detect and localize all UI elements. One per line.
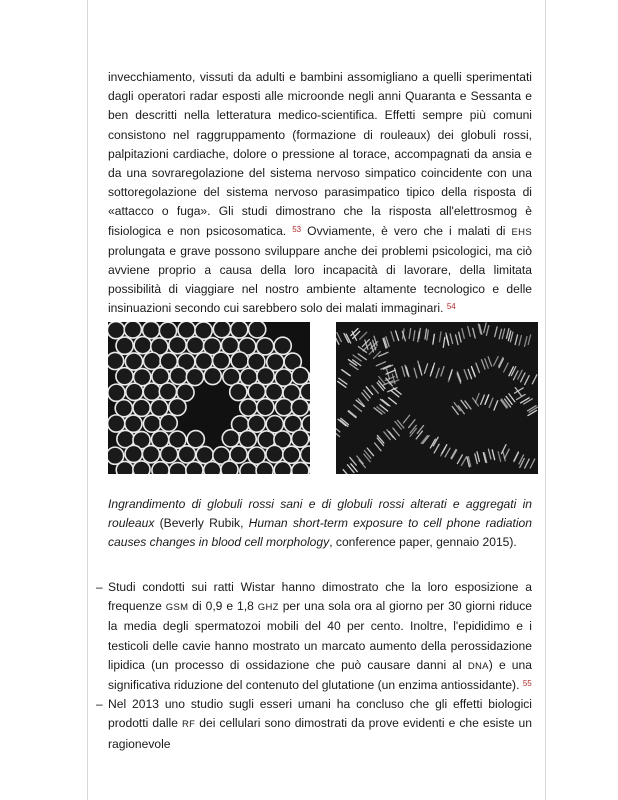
cell-ring [108, 352, 124, 369]
cell-ring [230, 383, 247, 400]
cell-ring [151, 399, 168, 416]
abbreviation-rf: RF [181, 719, 196, 731]
abbreviation-ghz: GHZ [257, 602, 279, 614]
abbreviation-gsm: GSM [165, 602, 189, 614]
cell-ring [124, 322, 141, 338]
cell-ring [239, 431, 256, 448]
cell-ring [222, 430, 239, 447]
healthy-red-blood-cells-image [108, 322, 310, 474]
cell-ring [144, 352, 161, 369]
cell-ring [300, 383, 310, 400]
cell-ring [134, 337, 151, 354]
cell-ring [266, 383, 283, 400]
list-text: Studi condotti sui ratti Wistar hanno dimostrato che la loro esposizione a frequenze [108, 580, 532, 614]
cell-ring [222, 337, 239, 354]
cell-ring [187, 337, 204, 354]
cell-ring [108, 322, 125, 339]
cell-ring [204, 462, 221, 474]
caption-source-prefix: (Beverly Rubik, [154, 516, 249, 531]
paragraph-text: prolungata e grave possono sviluppare anche dei problemi psicologici, ma ciò avviene proprio a causa della loro incapacità di lavorare, della limitata possibilità di viaggiare nel nostro ambiente altamente tecnologico e delle insinuazioni secondo cui sarebbero solo dei malati immaginari. [108, 243, 532, 316]
cell-ring [187, 431, 204, 448]
list-item [96, 578, 532, 695]
footnote-ref-53[interactable]: 53 [292, 224, 302, 234]
cell-ring [169, 336, 186, 353]
cell-ring [292, 367, 309, 384]
cell-ring [204, 367, 221, 384]
cell-ring [292, 462, 309, 474]
cell-ring [249, 322, 266, 338]
cell-ring [178, 322, 195, 338]
cell-ring [248, 383, 265, 400]
cell-ring [274, 461, 291, 474]
cell-ring [257, 399, 274, 416]
cell-ring [116, 337, 133, 354]
cell-ring [256, 338, 273, 355]
abbreviation-dna: DNA [467, 660, 489, 672]
paragraph-text: Ovviamente, è vero che i malati di [301, 223, 512, 238]
cell-ring [125, 445, 142, 462]
cell-ring [116, 461, 133, 474]
caption-italic-lead: Ingrandimento di globuli rossi sani e di globuli rossi alterati e aggregati in rouleaux [108, 497, 532, 531]
left-margin-line [87, 0, 88, 800]
list-text: ) e una significativa riduzione del contenuto del glutatione (un enzima antiossidante). [108, 657, 532, 693]
bullet-list [96, 578, 532, 754]
footnote-ref-54[interactable]: 54 [446, 302, 456, 312]
cell-ring [169, 398, 186, 415]
abbreviation-ehs: EHS [511, 226, 532, 238]
cell-ring [159, 383, 176, 400]
cell-ring [221, 461, 238, 474]
cell-ring [161, 446, 178, 463]
cell-ring [283, 446, 300, 463]
cell-ring [169, 463, 186, 474]
cell-ring [231, 352, 248, 369]
cell-ring [142, 446, 159, 463]
cell-ring [301, 446, 310, 463]
footnote-ref-55[interactable]: 55 [522, 679, 532, 689]
cell-ring [143, 415, 160, 432]
cell-ring [275, 399, 292, 416]
cell-ring [133, 461, 150, 474]
cell-ring [152, 462, 169, 474]
cell-ring [133, 399, 150, 416]
cell-ring [126, 383, 143, 400]
cell-ring [256, 462, 273, 474]
cell-ring [213, 322, 230, 338]
list-text: per una sola ora al giorno per 30 giorni riduce la media degli spermatozoi mobili del 40 per cento. Inoltre, l'epididimo e i testicoli delle cavie hanno mostrato un marcato aumento della perossidazione lipidica (un processo di ossidazione che può causare danni al [108, 599, 533, 672]
cell-ring [257, 367, 274, 384]
paragraph-text: invecchiamento, vissuti da adulti e bambini assomigliano a quelli sperimentati dagli operatori radar esposti alle microonde negli anni Quaranta e Sessanta e ben descritti nella letteratura medico-scientifica. Effetti sempre più comuni consistono nel raggruppamento (formazione di rouleaux) dei globuli rossi, palpitazioni cardiache, dolore o pressione al torace, accompagnati da ansia e da una sovraregolazione del sistema nervoso simpatico coincidente con una sottoregolazione del sistema nervoso parasimpatico tipico della risposta di «attacco o fuga». Gli studi dimostrano che la risposta all'elettrosmog è fisiologica e non psicosomatica. [108, 70, 532, 238]
list-text: Nel 2013 uno studio sugli esseri umani ha concluso che gli effetti biologici prodotti dalle [108, 697, 532, 731]
cell-ring [170, 367, 187, 384]
figure-caption [108, 495, 532, 553]
caption-source-suffix: , conference paper, gennaio 2015). [329, 535, 517, 550]
cell-ring [178, 446, 195, 463]
list-item [96, 695, 532, 754]
cell-ring [108, 415, 125, 432]
cell-ring [213, 352, 230, 369]
right-margin-line [545, 0, 546, 800]
body-paragraph [108, 68, 532, 319]
cell-ring [186, 368, 203, 385]
list-dash: – [96, 697, 103, 712]
list-text: di 0,9 e 1,8 [188, 599, 258, 614]
cell-ring [231, 322, 248, 338]
cell-ring [240, 463, 257, 474]
cell-ring [266, 445, 283, 462]
list-text: dei cellulari sono dimostrati da prove evidenti e che esiste un ragionevole [108, 716, 532, 751]
cell-ring [116, 368, 133, 385]
cell-ring [248, 415, 265, 432]
cell-ring [125, 415, 142, 432]
caption-source-title: Human short-term exposure to cell phone radiation causes changes in blood cell morphology [108, 516, 532, 550]
list-dash: – [96, 580, 103, 594]
cell-ring [266, 416, 283, 433]
rouleaux-red-blood-cells-image [336, 322, 538, 474]
cell-ring [160, 414, 177, 431]
cell-ring [292, 430, 309, 447]
cell-ring [240, 399, 257, 416]
cell-ring [186, 462, 203, 474]
cell-ring [291, 399, 308, 416]
cell-ring [108, 384, 125, 401]
cell-ring [143, 383, 160, 400]
cell-ring [274, 337, 291, 354]
cell-ring [230, 446, 247, 463]
